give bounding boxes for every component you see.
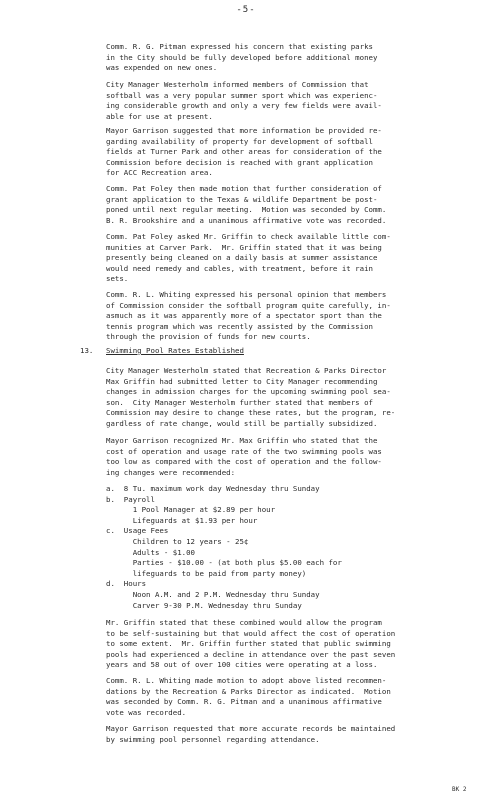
- paragraph-carver-park: Comm. Pat Foley asked Mr. Griffin to check available little com- munities at Carver Park. Mr. Griffin stated that it was being presently being cleaned on a daily basis at summer assistance would need remedy and cables, with treatment, before it rain sets.: [106, 232, 391, 284]
- paragraph-griffin-statement: Mayor Garrison recognized Mr. Max Griffin who stated that the cost of operation and usage rate of the two swimming pools was too low as compared with the cost of operation and the follow- ing changes were recommended:: [106, 436, 382, 477]
- paragraph-whiting-opinion: Comm. R. L. Whiting expressed his personal opinion that members of Commission consider the softball program quite carefully, in- asmuch as it was apparently more of a spectator sport than the tennis program which was recently assisted by the Commission through the provision of funds for new courts.: [106, 290, 391, 342]
- footer-mark: BK 2: [452, 786, 467, 793]
- section-number: 13.: [80, 346, 94, 355]
- paragraph-pool-rates-letter: City Manager Westerholm stated that Recreation & Parks Director Max Griffin had submitted letter to City Manager recommending changes in admission charges for the upcoming swimming pool sea- son. City Manager Westerholm further stated that members of Commission may desire to change these rates, but the program, re- gardless of rate change, would still be partially subsidized.: [106, 366, 396, 428]
- paragraph-garrison-suggestion: Mayor Garrison suggested that more information be provided re- garding availability of property for development of softball fields at Turner Park and other areas for consideration of the Commission before decision is reached with grant application for ACC Recreation area.: [106, 126, 382, 178]
- paragraph-pitman-parks: Comm. R. G. Pitman expressed his concern that existing parks in the City should be fully developed before additional money was expended on new ones.: [106, 42, 378, 73]
- paragraph-griffin-self-sustaining: Mr. Griffin stated that these combined would allow the program to be self-sustaining but that would affect the cost of operation to some extent. Mr. Griffin further stated that public swimming pools had experienced a decline in attendance over the past seven years and 58 out of over 100 cities were operating at a loss.: [106, 618, 396, 670]
- section-heading: Swimming Pool Rates Established: [106, 346, 244, 355]
- paragraph-foley-motion: Comm. Pat Foley then made motion that further consideration of grant application to the Texas & wildlife Department be post- poned until next regular meeting. Motion was seconded by Comm. B. R. Brookshire and a unanimous affirmative vote was recorded.: [106, 184, 387, 225]
- paragraph-garrison-records: Mayor Garrison requested that more accurate records be maintained by swimming pool personnel regarding attendance.: [106, 724, 396, 744]
- page-number: -5-: [236, 5, 256, 15]
- paragraph-softball-info: City Manager Westerholm informed members of Commission that softball was a very popular summer sport which was experienc- ing considerable growth and only a very few fields were avail- able for use at present.: [106, 80, 382, 121]
- recommendation-list: a. 8 Tu. maximum work day Wednesday thru Sunday b. Payroll 1 Pool Manager at $2.89 per hour Lifeguards at $1.93 per hour c. Usage Fees Children to 12 years - 25¢ Adults - $1.00 Parties - $10.00 - (at both plus $5.00 each for lifeguards to be paid from party money) d. Hours Noon A.M. and 2 P.M. Wednesday thru Sunday Carver 9-30 P.M. Wednesday thru Sunday: [106, 484, 342, 610]
- paragraph-whiting-motion: Comm. R. L. Whiting made motion to adopt above listed recommen- dations by the Recreation & Parks Director as indicated. Motion was seconded by Comm. R. G. Pitman and a unanimous affirmative vote was recorded.: [106, 676, 391, 717]
